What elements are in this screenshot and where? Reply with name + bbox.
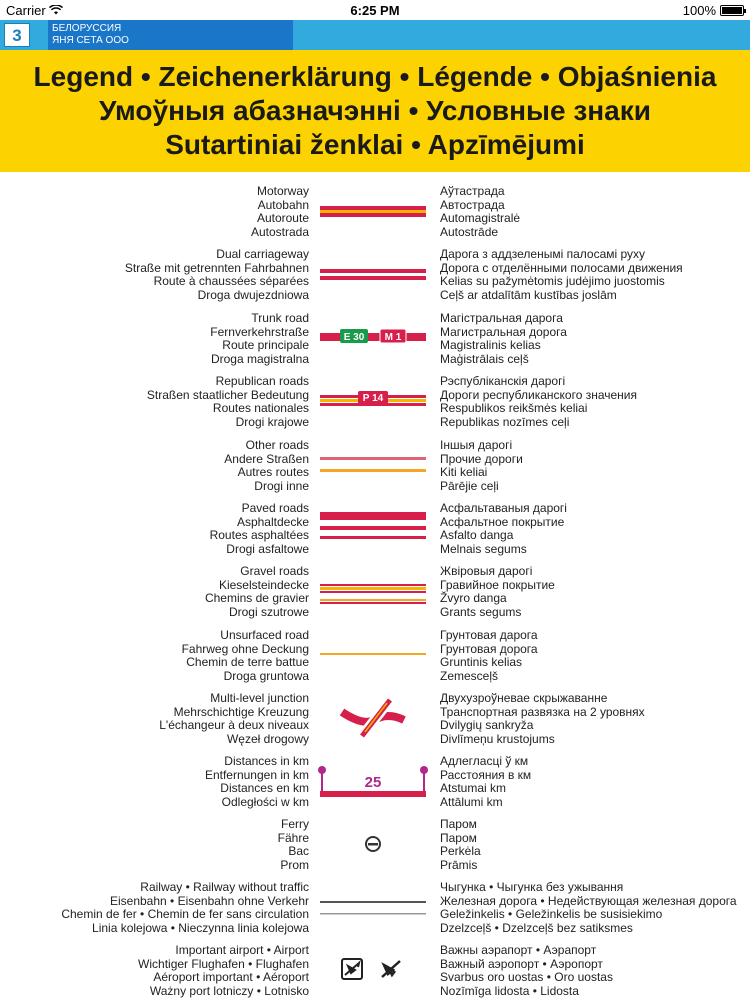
- legend-left-labels: [210, 312, 309, 367]
- legend-label: Autobahn: [257, 197, 309, 212]
- legend-label: Kiti keliai: [440, 465, 488, 480]
- ferry-icon: [318, 818, 428, 874]
- legend-label: Chemin de fer • Chemin de fer sans circulation: [61, 907, 309, 922]
- legend-right-labels: [440, 375, 637, 430]
- legend-right-labels: [440, 502, 567, 557]
- legend-label: Railway • Railway without traffic: [140, 880, 309, 894]
- legend-label: Mehrschichtige Kreuzung: [173, 704, 309, 719]
- legend-label: Węzeł drogowy: [226, 732, 309, 747]
- legend-label: Гравийное покрытие: [440, 577, 555, 592]
- legend-label: Паром: [440, 830, 477, 845]
- important-airport-icon: [342, 959, 362, 979]
- legend-label: Other roads: [245, 438, 309, 452]
- legend-left-labels: [61, 881, 309, 936]
- legend-label: Republican roads: [215, 374, 309, 388]
- legend-label: Autostrāde: [440, 225, 499, 240]
- legend-label: Eisenbahn • Eisenbahn ohne Verkehr: [109, 893, 309, 908]
- battery-percent: 100%: [682, 3, 716, 18]
- legend-label: Bac: [288, 844, 309, 859]
- legend-left-labels: [182, 629, 309, 684]
- legend-left-labels: [224, 439, 309, 494]
- header-title-line1: БЕЛОРУССИЯ: [52, 23, 122, 34]
- legend-label: Route à chaussées séparées: [153, 274, 309, 289]
- legend-label: Asfalto danga: [440, 528, 514, 543]
- legend-label: Prom: [280, 858, 309, 873]
- legend-label: Жвіровыя дарогі: [440, 564, 533, 578]
- legend-label: Attālumi km: [440, 795, 503, 810]
- legend-label: Паром: [440, 817, 477, 831]
- legend-left-labels: [205, 565, 309, 620]
- legend-label: Droga gruntowa: [223, 669, 309, 684]
- legend-label: Autostrada: [250, 225, 309, 240]
- legend-title-line1: Legend • Zeichenerklärung • Légende • Objaśnienia: [33, 61, 717, 92]
- legend-label: Ważny port lotniczy • Lotnisko: [149, 984, 309, 999]
- legend-right-labels: [440, 818, 481, 873]
- junction-symbol: [318, 692, 428, 748]
- legend-label: Дороги республиканского значения: [440, 387, 638, 402]
- legend-label: Motorway: [256, 184, 309, 198]
- battery-icon: [720, 5, 744, 16]
- dual-carriageway-symbol: [318, 248, 428, 304]
- legend-label: Linia kolejowa • Nieczynna linia kolejowa: [92, 921, 309, 936]
- legend-left-labels: [278, 818, 309, 873]
- legend-label: Расстояния в км: [440, 767, 532, 782]
- distance-value: 25: [364, 774, 382, 791]
- page-number[interactable]: 3: [4, 23, 30, 47]
- legend-label: Prāmis: [440, 858, 478, 873]
- airport-symbols: [318, 944, 428, 1000]
- legend-label: Maģistrālais ceļš: [440, 352, 529, 367]
- legend-label: Автострада: [440, 197, 505, 212]
- legend-label: Divlīmeņu krustojums: [440, 732, 555, 747]
- status-bar: [0, 0, 750, 20]
- airport-icon: [382, 961, 400, 977]
- legend-label: Autres routes: [237, 465, 309, 480]
- legend-label: Асфальтное покрытие: [440, 514, 565, 529]
- gravel-roads-symbol: [318, 565, 428, 621]
- legend-label: Drogi asfaltowe: [226, 542, 309, 557]
- paved-roads-symbol: [318, 502, 428, 558]
- legend-label: Чыгунка • Чыгунка без ужывання: [440, 880, 624, 894]
- trunk-road-symbol: [318, 312, 428, 368]
- legend-label: Магистральная дорога: [440, 324, 567, 339]
- legend-label: Droga magistralna: [210, 352, 309, 367]
- legend-label: Магістральная дарога: [440, 311, 563, 325]
- legend-right-labels: [440, 248, 683, 303]
- legend-label: Route principale: [222, 338, 309, 353]
- legend-label: Дарога з аддзеленымі палосамі руху: [440, 247, 646, 261]
- legend-label: Droga dwujezdniowa: [197, 288, 309, 303]
- legend-right-labels: [440, 312, 567, 367]
- legend-label: Грунтовая дарога: [440, 628, 538, 642]
- legend-label: Drogi szutrowe: [228, 605, 309, 620]
- legend-label: Аўтастрада: [440, 184, 505, 198]
- m-road-badge-label: M 1: [384, 332, 402, 343]
- legend-label: Perkėla: [440, 844, 481, 859]
- legend-label: Drogi krajowe: [235, 415, 309, 430]
- p-road-badge-label: P 14: [362, 393, 384, 404]
- clock: 6:25 PM: [350, 3, 400, 18]
- republican-road-symbol: [318, 375, 428, 431]
- legend-label: Grants segums: [440, 605, 522, 620]
- legend-label: Paved roads: [241, 501, 309, 515]
- legend-label: Ceļš ar atdalītām kustības joslām: [440, 288, 617, 303]
- page-header: [0, 20, 750, 50]
- legend-right-labels: [440, 565, 555, 620]
- legend-label: Zemesceļš: [440, 669, 499, 684]
- legend-label: Адлегласці ў км: [440, 754, 529, 768]
- legend-label: Asphaltdecke: [236, 514, 309, 529]
- legend-left-labels: [210, 502, 309, 557]
- legend-right-labels: [440, 755, 531, 810]
- legend-label: Distances in km: [224, 754, 309, 768]
- legend-label: Republikas nozīmes ceļi: [440, 415, 570, 430]
- legend-right-labels: [440, 439, 523, 494]
- legend-label: Железная дорога • Недействующая железная дорога: [440, 893, 737, 908]
- legend-label: Nozīmīga lidosta • Lidosta: [440, 984, 579, 999]
- legend-label: Svarbus oro uostas • Oro uostas: [440, 970, 613, 985]
- legend-label: Wichtiger Flughafen • Flughafen: [138, 956, 309, 971]
- legend-label: Fernverkehrstraße: [210, 324, 309, 339]
- legend-label: Важный аэропорт • Аэропорт: [440, 956, 603, 971]
- legend-right-labels: [440, 629, 538, 684]
- legend-label: Odległości w km: [221, 795, 309, 810]
- legend-right-labels: [440, 185, 520, 240]
- legend-title-banner: [0, 50, 750, 172]
- legend-label: Kelias su pažymėtomis judėjimo juostomis: [440, 274, 665, 289]
- legend-label: Дорога с отделёнными полосами движения: [440, 260, 683, 275]
- legend-label: Ferry: [281, 817, 309, 831]
- legend-label: Unsurfaced road: [220, 628, 309, 642]
- legend-label: Dual carriageway: [216, 247, 309, 261]
- legend-label: Distances en km: [220, 781, 309, 796]
- legend-label: Trunk road: [251, 311, 309, 325]
- other-roads-symbol: [318, 439, 428, 495]
- legend-label: Chemins de gravier: [204, 591, 309, 606]
- legend-label: Atstumai km: [440, 781, 507, 796]
- legend-label: Gruntinis kelias: [440, 655, 523, 670]
- legend-label: Entfernungen in km: [204, 767, 309, 782]
- legend-label: Straßen staatlicher Bedeutung: [146, 387, 309, 402]
- legend-label: Dzelzceļš • Dzelzceļš bez satiksmes: [440, 921, 633, 936]
- motorway-symbol: [318, 185, 428, 241]
- legend-label: Melnais segums: [440, 542, 527, 557]
- legend-label: Drogi inne: [254, 479, 309, 494]
- legend-left-labels: [251, 185, 309, 240]
- legend-label: Aéroport important • Aéroport: [153, 970, 309, 985]
- legend-left-labels: [138, 944, 309, 999]
- carrier-label: Carrier: [6, 3, 46, 18]
- legend-label: Прочие дороги: [440, 451, 523, 466]
- legend-label: Chemin de terre battue: [186, 655, 309, 670]
- e-road-badge-label: E 30: [343, 332, 365, 343]
- legend-label: Multi-level junction: [210, 691, 309, 705]
- header-title: [52, 23, 129, 47]
- legend-label: Important airport • Airport: [175, 943, 309, 957]
- legend-label: Важны аэрапорт • Аэрапорт: [440, 943, 597, 957]
- legend-label: L'échangeur à deux niveaux: [159, 718, 309, 733]
- legend-label: Транспортная развязка на 2 уровнях: [440, 704, 645, 719]
- legend-label: Kieselsteindecke: [218, 577, 309, 592]
- legend-label: Autoroute: [256, 211, 309, 226]
- legend-label: Automagistralė: [440, 211, 521, 226]
- legend-title-line3: Sutartiniai ženklai • Apzīmējumi: [165, 129, 585, 160]
- legend-label: Dvilygių sankryža: [440, 718, 534, 733]
- legend-label: Двухузроўневае скрыжаванне: [440, 691, 608, 705]
- legend-label: Routes nationales: [212, 401, 309, 416]
- legend-label: Straße mit getrennten Fahrbahnen: [124, 260, 309, 275]
- legend-left-labels: [147, 375, 309, 430]
- legend-label: Fahrweg ohne Deckung: [181, 641, 309, 656]
- legend-label: Pārējie ceļi: [440, 479, 499, 494]
- legend-label: Грунтовая дорога: [440, 641, 538, 656]
- unsurfaced-road-symbol: [318, 629, 428, 685]
- legend-right-labels: [440, 881, 737, 936]
- legend-label: Magistralinis kelias: [440, 338, 541, 353]
- legend-title-line2: Умоўныя абазначэнні • Условные знаки: [99, 95, 651, 126]
- distance-symbol: [318, 755, 428, 811]
- legend-right-labels: [440, 692, 645, 747]
- legend-label: Andere Straßen: [224, 451, 309, 466]
- legend-label: Gravel roads: [240, 564, 309, 578]
- legend-label: Routes asphaltées: [209, 528, 309, 543]
- legend-label: Žvyro danga: [440, 591, 507, 606]
- legend-label: Fähre: [277, 830, 309, 845]
- header-title-line2: ЯНЯ СЕТА ООО: [52, 35, 129, 46]
- battery-group: [683, 3, 744, 18]
- legend-label: Іншыя дарогі: [440, 438, 513, 452]
- legend-label: Рэспубліканскія дарогі: [440, 374, 566, 388]
- legend-left-labels: [125, 248, 309, 303]
- railway-symbol: [318, 881, 428, 937]
- legend-label: Geležinkelis • Geležinkelis be susisiekimo: [440, 907, 663, 922]
- legend-left-labels: [205, 755, 309, 810]
- legend-label: Respublikos reikšmės keliai: [440, 401, 588, 416]
- legend-label: Асфальтаваныя дарогі: [440, 501, 567, 515]
- legend-right-labels: [440, 944, 613, 999]
- legend-left-labels: [159, 692, 309, 747]
